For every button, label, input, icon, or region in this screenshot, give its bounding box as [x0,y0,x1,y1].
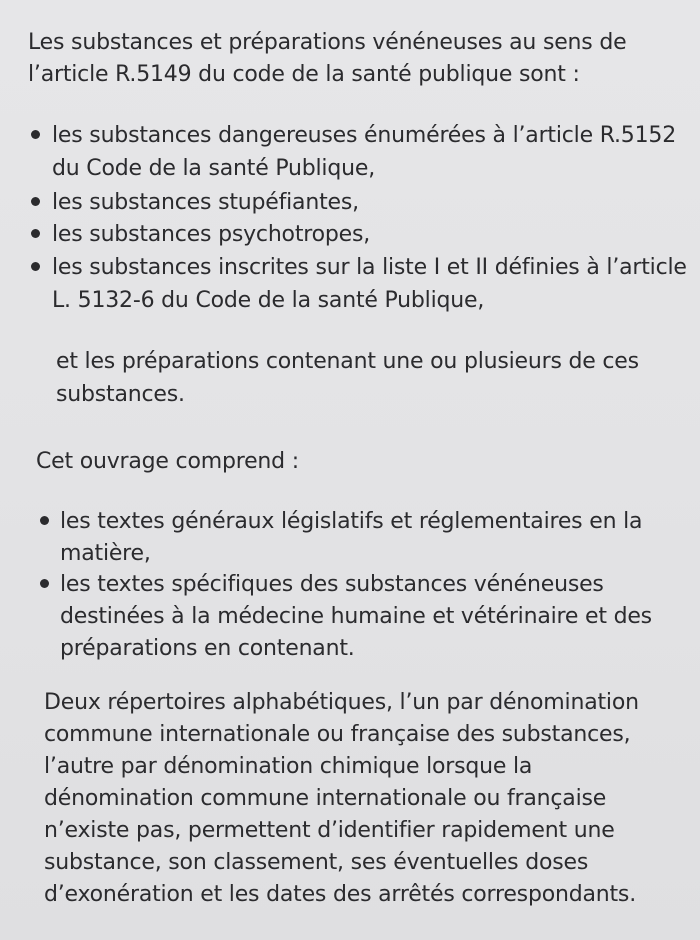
bullet-icon [40,579,49,588]
intro-line: l’article R.5149 du code de la santé publique sont : [28,62,580,87]
list-item-line: les substances stupéfiantes, [52,190,359,215]
repertoires-line: dénomination commune internationale ou française [44,786,607,811]
list-item-line: L. 5132-6 du Code de la santé Publique, [52,288,485,313]
repertoires-line: substance, son classement, ses éventuelles doses [44,850,589,875]
bullet-icon [40,516,49,525]
bullet-icon [31,262,40,271]
repertoires-line: n’existe pas, permettent d’identifier rapidement une [44,818,615,843]
list-item-line: destinées à la médecine humaine et vétérinaire et des [60,604,652,629]
preparations-line: substances. [56,382,185,407]
list-item-line: les textes généraux législatifs et réglementaires en la [60,509,643,534]
repertoires-line: commune internationale ou française des substances, [44,722,631,747]
bullet-icon [31,130,40,139]
repertoires-line: l’autre par dénomination chimique lorsque la [44,754,533,779]
list-item-line: les substances dangereuses énumérées à l’article R.5152 [52,123,676,148]
bullet-icon [31,197,40,206]
list-item-line: les textes spécifiques des substances vénéneuses [60,572,604,597]
repertoires-line: d’exonération et les dates des arrêtés correspondants. [44,882,636,907]
work-heading: Cet ouvrage comprend : [36,449,299,474]
preparations-line: et les préparations contenant une ou plusieurs de ces [56,349,639,374]
list-item-line: les substances psychotropes, [52,222,371,247]
list-item-line: préparations en contenant. [60,636,355,661]
list-item-line: du Code de la santé Publique, [52,156,375,181]
repertoires-line: Deux répertoires alphabétiques, l’un par dénomination [44,690,639,715]
list-item-line: les substances inscrites sur la liste I et II définies à l’article [52,255,687,280]
list-item-line: matière, [60,541,151,566]
bullet-icon [31,229,40,238]
intro-line: Les substances et préparations vénéneuses au sens de [28,30,627,55]
